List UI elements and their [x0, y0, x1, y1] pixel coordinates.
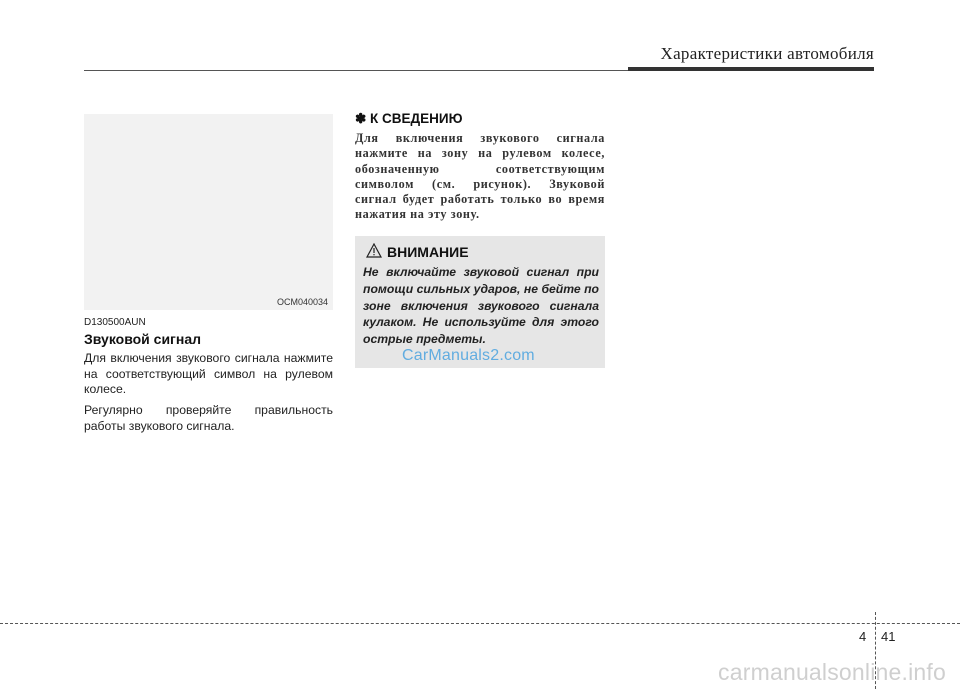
footer-watermark: carmanualsonline.info: [718, 659, 946, 685]
section-title: Звуковой сигнал: [84, 331, 202, 347]
warning-title: ВНИМАНИЕ: [387, 244, 469, 260]
warning-body: Не включайте звуковой сигнал при помощи сильных ударов, не бейте по зоне включения звукового сигнала кулаком. Не используйте для этого острые предметы.: [363, 265, 599, 347]
section-paragraph-2: Регулярно проверяйте правильность работы звукового сигнала.: [84, 403, 333, 433]
figure-placeholder: [84, 114, 333, 310]
page-header-title: Характеристики автомобиля: [660, 44, 874, 63]
figure-code: OCM040034: [276, 297, 328, 307]
info-note-title: ✽ К СВЕДЕНИЮ: [355, 111, 463, 126]
warning-triangle-icon: [366, 243, 382, 258]
header-rule-accent: [628, 67, 874, 71]
info-note-body: Для включения звукового сигнала нажмите на зону на рулевом колесе, обозначенную соответствующим символом (см. рисунок). Звуковой сигнал будет работать только во время нажатия на эту зону.: [355, 131, 605, 222]
section-ref-code: D130500AUN: [84, 317, 146, 328]
footer-divider: [0, 623, 960, 624]
chapter-number: 4: [859, 629, 867, 644]
page-number: 41: [881, 629, 896, 644]
section-paragraph-1: Для включения звукового сигнала нажмите на соответствующий символ на рулевом колесе.: [84, 351, 333, 396]
watermark: CarManuals2.com: [402, 347, 535, 364]
